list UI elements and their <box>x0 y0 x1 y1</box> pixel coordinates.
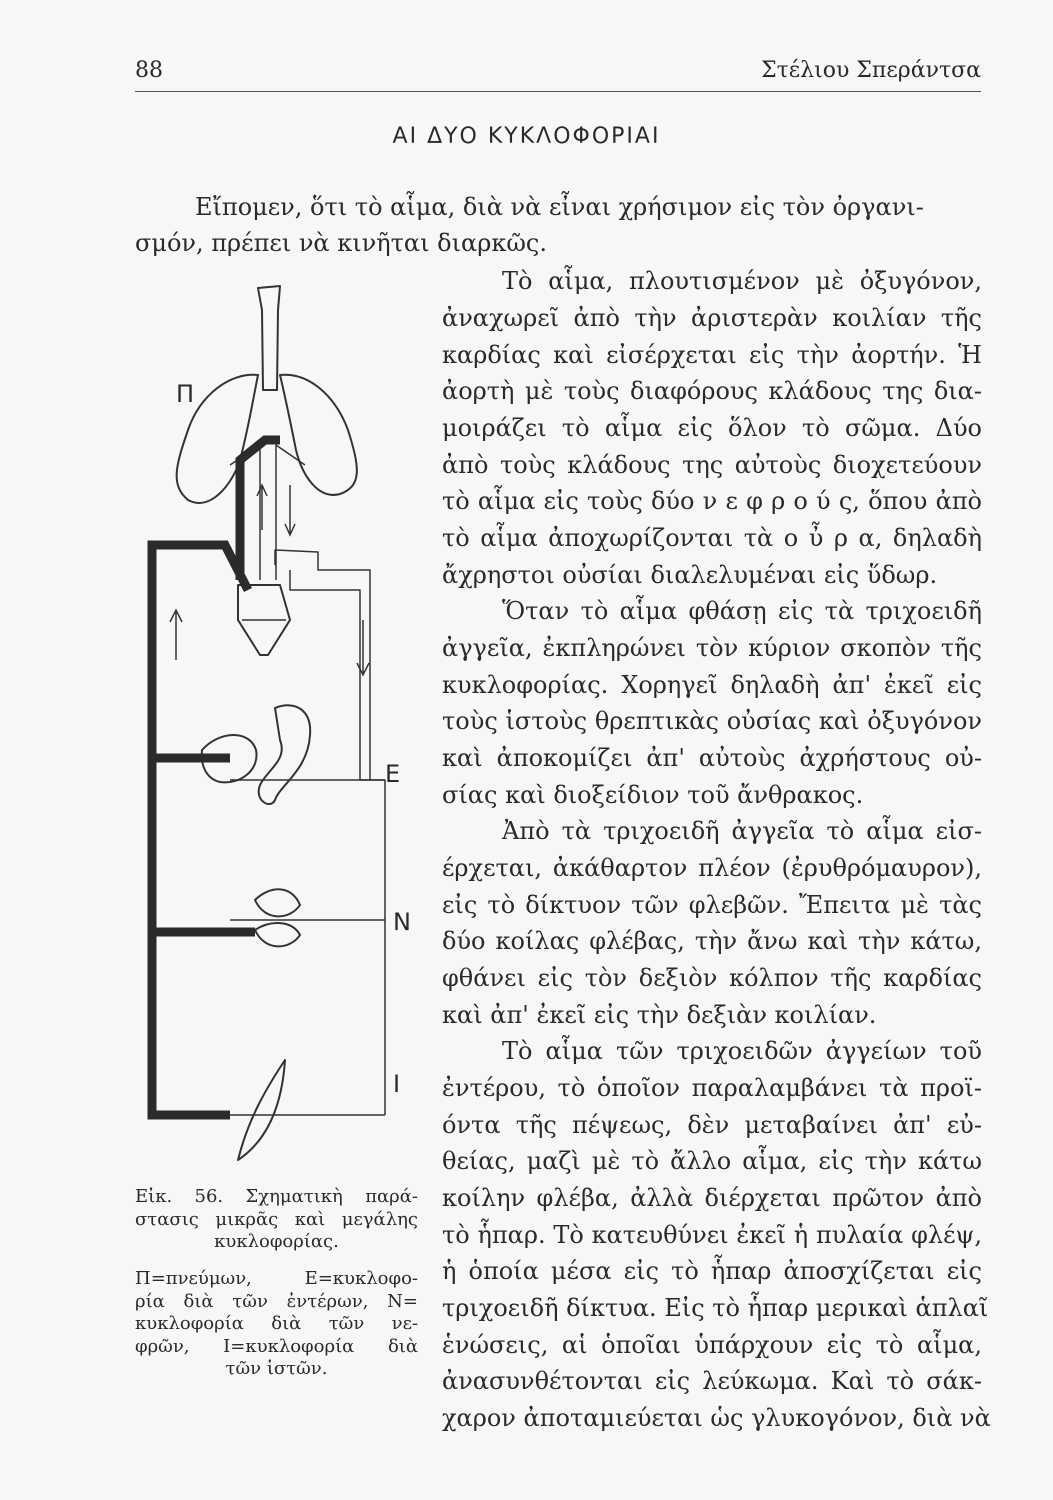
running-head: Στέλιου Σπεράντσα <box>761 58 981 83</box>
legend-line: φρῶν, Ι=κυκλοφορία διὰ <box>135 1335 418 1357</box>
down-arrow-icon <box>357 620 369 675</box>
paragraph-line: ἡ ὁποία μέσα εἰς τὸ ἧπαρ ἀποσχίζεται εἰς <box>442 1257 982 1285</box>
paragraph-line: τὸ αἷμα εἰς τοὺς δύο ν ε φ ρ ο ύ ς, ὅπου ἀπὸ <box>442 487 982 515</box>
paragraph-line: ἐντέρου, τὸ ὁποῖον παραλαμβάνει τὰ προϊ- <box>442 1074 982 1102</box>
right-lung-illustration <box>280 375 357 495</box>
label-intestine: Ε <box>385 760 401 788</box>
stomach-illustration <box>259 705 310 804</box>
paragraph-line: σίας καὶ διοξείδιον τοῦ ἄνθρακος. <box>442 781 864 809</box>
paragraph-line: μοιράζει τὸ αἷμα εἰς ὅλον τὸ σῶμα. Δύο <box>442 414 982 442</box>
tissue-illustration <box>238 1060 285 1160</box>
paragraph-line: δύο κοίλας φλέβας, τὴν ἄνω καὶ τὴν κάτω, <box>442 927 982 955</box>
paragraph-line: όντα τῆς πέψεως, δὲν μεταβαίνει ἀπ' εὐ- <box>442 1111 982 1139</box>
paragraph-line: ἄχρηστοι οὐσίαι διαλελυμέναι εἰς ὕδωρ. <box>442 561 938 589</box>
paragraph-line: Ὅταν τὸ αἷμα φθάσῃ εἰς τὰ τριχοειδῆ <box>502 597 982 625</box>
header-rule <box>135 91 981 92</box>
label-kidneys: Ν <box>393 908 411 936</box>
section-title: ΑΙ ΔΥΟ ΚΥΚΛΟΦΟΡΙΑΙ <box>392 124 661 149</box>
paragraph-line: τὸ ἧπαρ. Τὸ κατευθύνει ἐκεῖ ἡ πυλαία φλέψ, <box>442 1221 982 1249</box>
caption-line: στασις μικρᾶς καὶ μεγάλης <box>135 1208 418 1230</box>
label-tissues: Ι <box>393 1070 401 1098</box>
intro-line: σμόν, πρέπει νὰ κινῆται διαρκῶς. <box>135 229 547 257</box>
paragraph-line: τοὺς ἱστοὺς θρεπτικὰς οὐσίας καὶ ὀξυγόνον <box>442 707 982 735</box>
intro-line: Εἴπομεν, ὅτι τὸ αἷμα, διὰ νὰ εἶναι χρήσιμον εἰς τὸν ὀργανι- <box>195 193 924 221</box>
paragraph-line: κυκλοφορίας. Χορηγεῖ δηλαδὴ ἀπ' ἐκεῖ εἰς <box>442 671 982 699</box>
paragraph-line: ἀορτὴ μὲ τοὺς διαφόρους κλάδους της δια- <box>442 377 982 405</box>
paragraph-line: καὶ ἀπ' ἐκεῖ εἰς τὴν δεξιὰν κοιλίαν. <box>442 1001 877 1029</box>
paragraph-line: τὸ αἷμα ἀποχωρίζονται τὰ ο ὖ ρ α, δηλαδὴ <box>442 524 982 552</box>
legend-line: κυκλοφορία διὰ τῶν νε- <box>135 1313 418 1334</box>
paragraph-line: τριχοειδῆ δίκτυα. Εἰς τὸ ἧπαρ μερικαὶ ἁπλαῖ <box>442 1294 989 1322</box>
kidneys-illustration <box>255 889 300 946</box>
paragraph-line: έρχεται, ἀκάθαρτον πλέον (ἐρυθρόμαυρον), <box>442 854 982 882</box>
circulation-diagram <box>130 280 430 1180</box>
caption-line: Εἰκ. 56. Σχηματικὴ παρά- <box>135 1186 418 1207</box>
paragraph-line: χαρον ἀποταμιεύεται ὡς γλυκογόνον, διὰ νὰ <box>442 1404 991 1432</box>
paragraph-line: κοίλην φλέβα, ἀλλὰ διέρχεται πρῶτον ἀπὸ <box>442 1184 982 1212</box>
figure-legend <box>135 1268 418 1381</box>
paragraph-line: ἀνασυνθέτονται εἰς λεύκωμα. Καὶ τὸ σάκ- <box>442 1367 982 1395</box>
caption-line: κυκλοφορίας. <box>214 1231 339 1252</box>
paragraph-line: καρδίας καὶ εἰσέρχεται εἰς τὴν ἀορτήν. Ἡ <box>442 341 982 369</box>
legend-line: ρία διὰ τῶν ἐντέρων, Ν= <box>135 1290 418 1312</box>
label-lungs: Π <box>176 380 195 408</box>
paragraph-line: ἀναχωρεῖ ἀπὸ τὴν ἀριστερὰν κοιλίαν τῆς <box>442 304 982 332</box>
legend-line: Π=πνεύμων, Ε=κυκλοφο- <box>135 1268 418 1289</box>
paragraph-line: φθάνει εἰς τὸν δεξιὸν κόλπον τῆς καρδίας <box>442 964 982 992</box>
paragraph-line: Ἀπὸ τὰ τριχοειδῆ ἀγγεῖα τὸ αἷμα εἰσ- <box>502 817 982 845</box>
figure-caption <box>135 1186 418 1254</box>
legend-line: τῶν ἱστῶν. <box>225 1358 328 1379</box>
paragraph-line: Τὸ αἷμα, πλουτισμένον μὲ ὀξυγόνον, <box>502 267 982 295</box>
paragraph-line: εἰς τὸ δίκτυον τῶν φλεβῶν. Ἔπειτα μὲ τὰς <box>442 891 982 919</box>
paragraph-line: ἑνώσεις, αἱ ὁποῖαι ὑπάρχουν εἰς τὸ αἷμα, <box>442 1331 982 1359</box>
paragraph-line: θείας, μαζὶ μὲ τὸ ἄλλο αἷμα, εἰς τὴν κάτω <box>442 1147 982 1175</box>
paragraph-line: Τὸ αἷμα τῶν τριχοειδῶν ἀγγείων τοῦ <box>502 1037 982 1065</box>
trachea-illustration <box>258 286 280 390</box>
down-arrow-icon <box>285 485 295 535</box>
paragraph-line: ἀγγεῖα, ἐκπληρώνει τὸν κύριον σκοπὸν τῆς <box>442 634 982 662</box>
up-arrow-icon <box>170 610 182 660</box>
up-arrow-icon <box>257 485 267 530</box>
paragraph-line: ἀπὸ τοὺς κλάδους της αὐτοὺς διοχετεύουν <box>442 451 982 479</box>
page-number: 88 <box>135 58 163 83</box>
paragraph-line: καὶ ἀποκομίζει ἀπ' αὐτοὺς ἀχρήστους οὐ- <box>442 744 982 772</box>
